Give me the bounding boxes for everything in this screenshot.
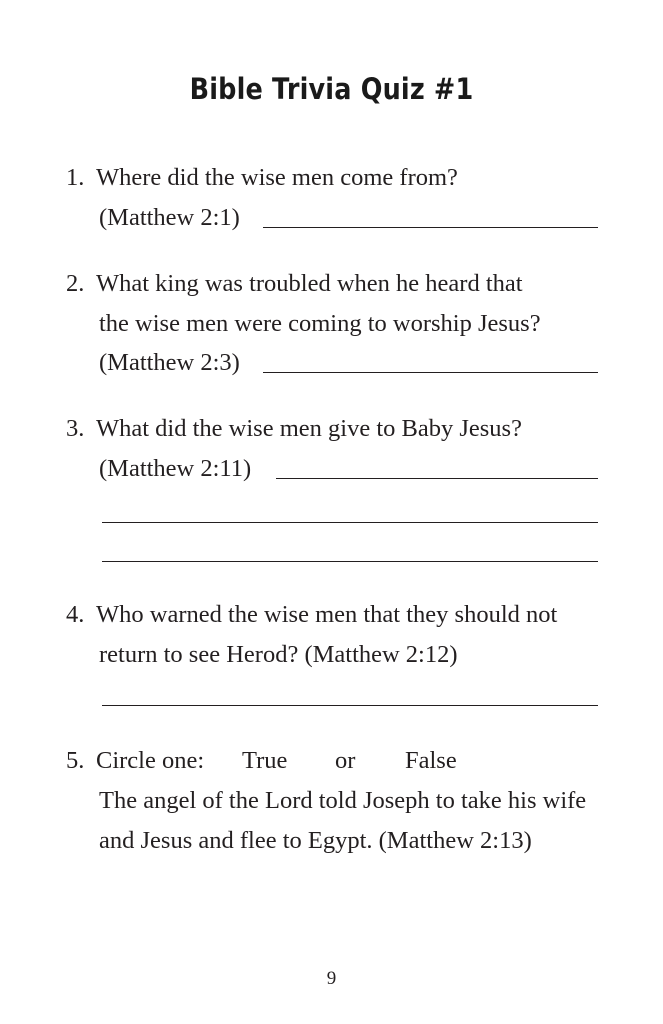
statement-text: The angel of the Lord told Joseph to take his wife	[99, 787, 587, 814]
scripture-reference: (Matthew 2:3)	[99, 349, 240, 376]
option-false[interactable]: False	[405, 747, 457, 774]
scripture-reference: (Matthew 2:1)	[99, 204, 240, 231]
answer-blank[interactable]	[102, 522, 598, 523]
question-number: 3.	[66, 415, 85, 442]
answer-blank[interactable]	[102, 561, 598, 562]
question-text: Where did the wise men come from?	[96, 164, 458, 191]
page-number: 9	[326, 968, 337, 989]
question-text: the wise men were coming to worship Jesus?	[99, 310, 541, 337]
question-number: 1.	[66, 164, 85, 191]
question-number: 5.	[66, 747, 85, 774]
question-text: return to see Herod? (Matthew 2:12)	[99, 641, 458, 668]
quiz-title: Bible Trivia Quiz #1	[189, 72, 474, 106]
statement-text: and Jesus and flee to Egypt. (Matthew 2:13)	[99, 827, 532, 854]
answer-blank[interactable]	[276, 478, 598, 479]
answer-blank[interactable]	[263, 372, 598, 373]
question-number: 4.	[66, 601, 85, 628]
question-text: Who warned the wise men that they should not	[96, 601, 558, 628]
answer-blank[interactable]	[102, 705, 598, 706]
circle-one-label: Circle one:	[96, 747, 205, 774]
question-number: 2.	[66, 270, 85, 297]
scripture-reference: (Matthew 2:11)	[99, 455, 252, 482]
question-text: What king was troubled when he heard that	[96, 270, 523, 297]
option-true[interactable]: True	[242, 747, 288, 774]
answer-blank[interactable]	[263, 227, 598, 228]
option-separator: or	[335, 747, 356, 774]
question-text: What did the wise men give to Baby Jesus?	[96, 415, 522, 442]
